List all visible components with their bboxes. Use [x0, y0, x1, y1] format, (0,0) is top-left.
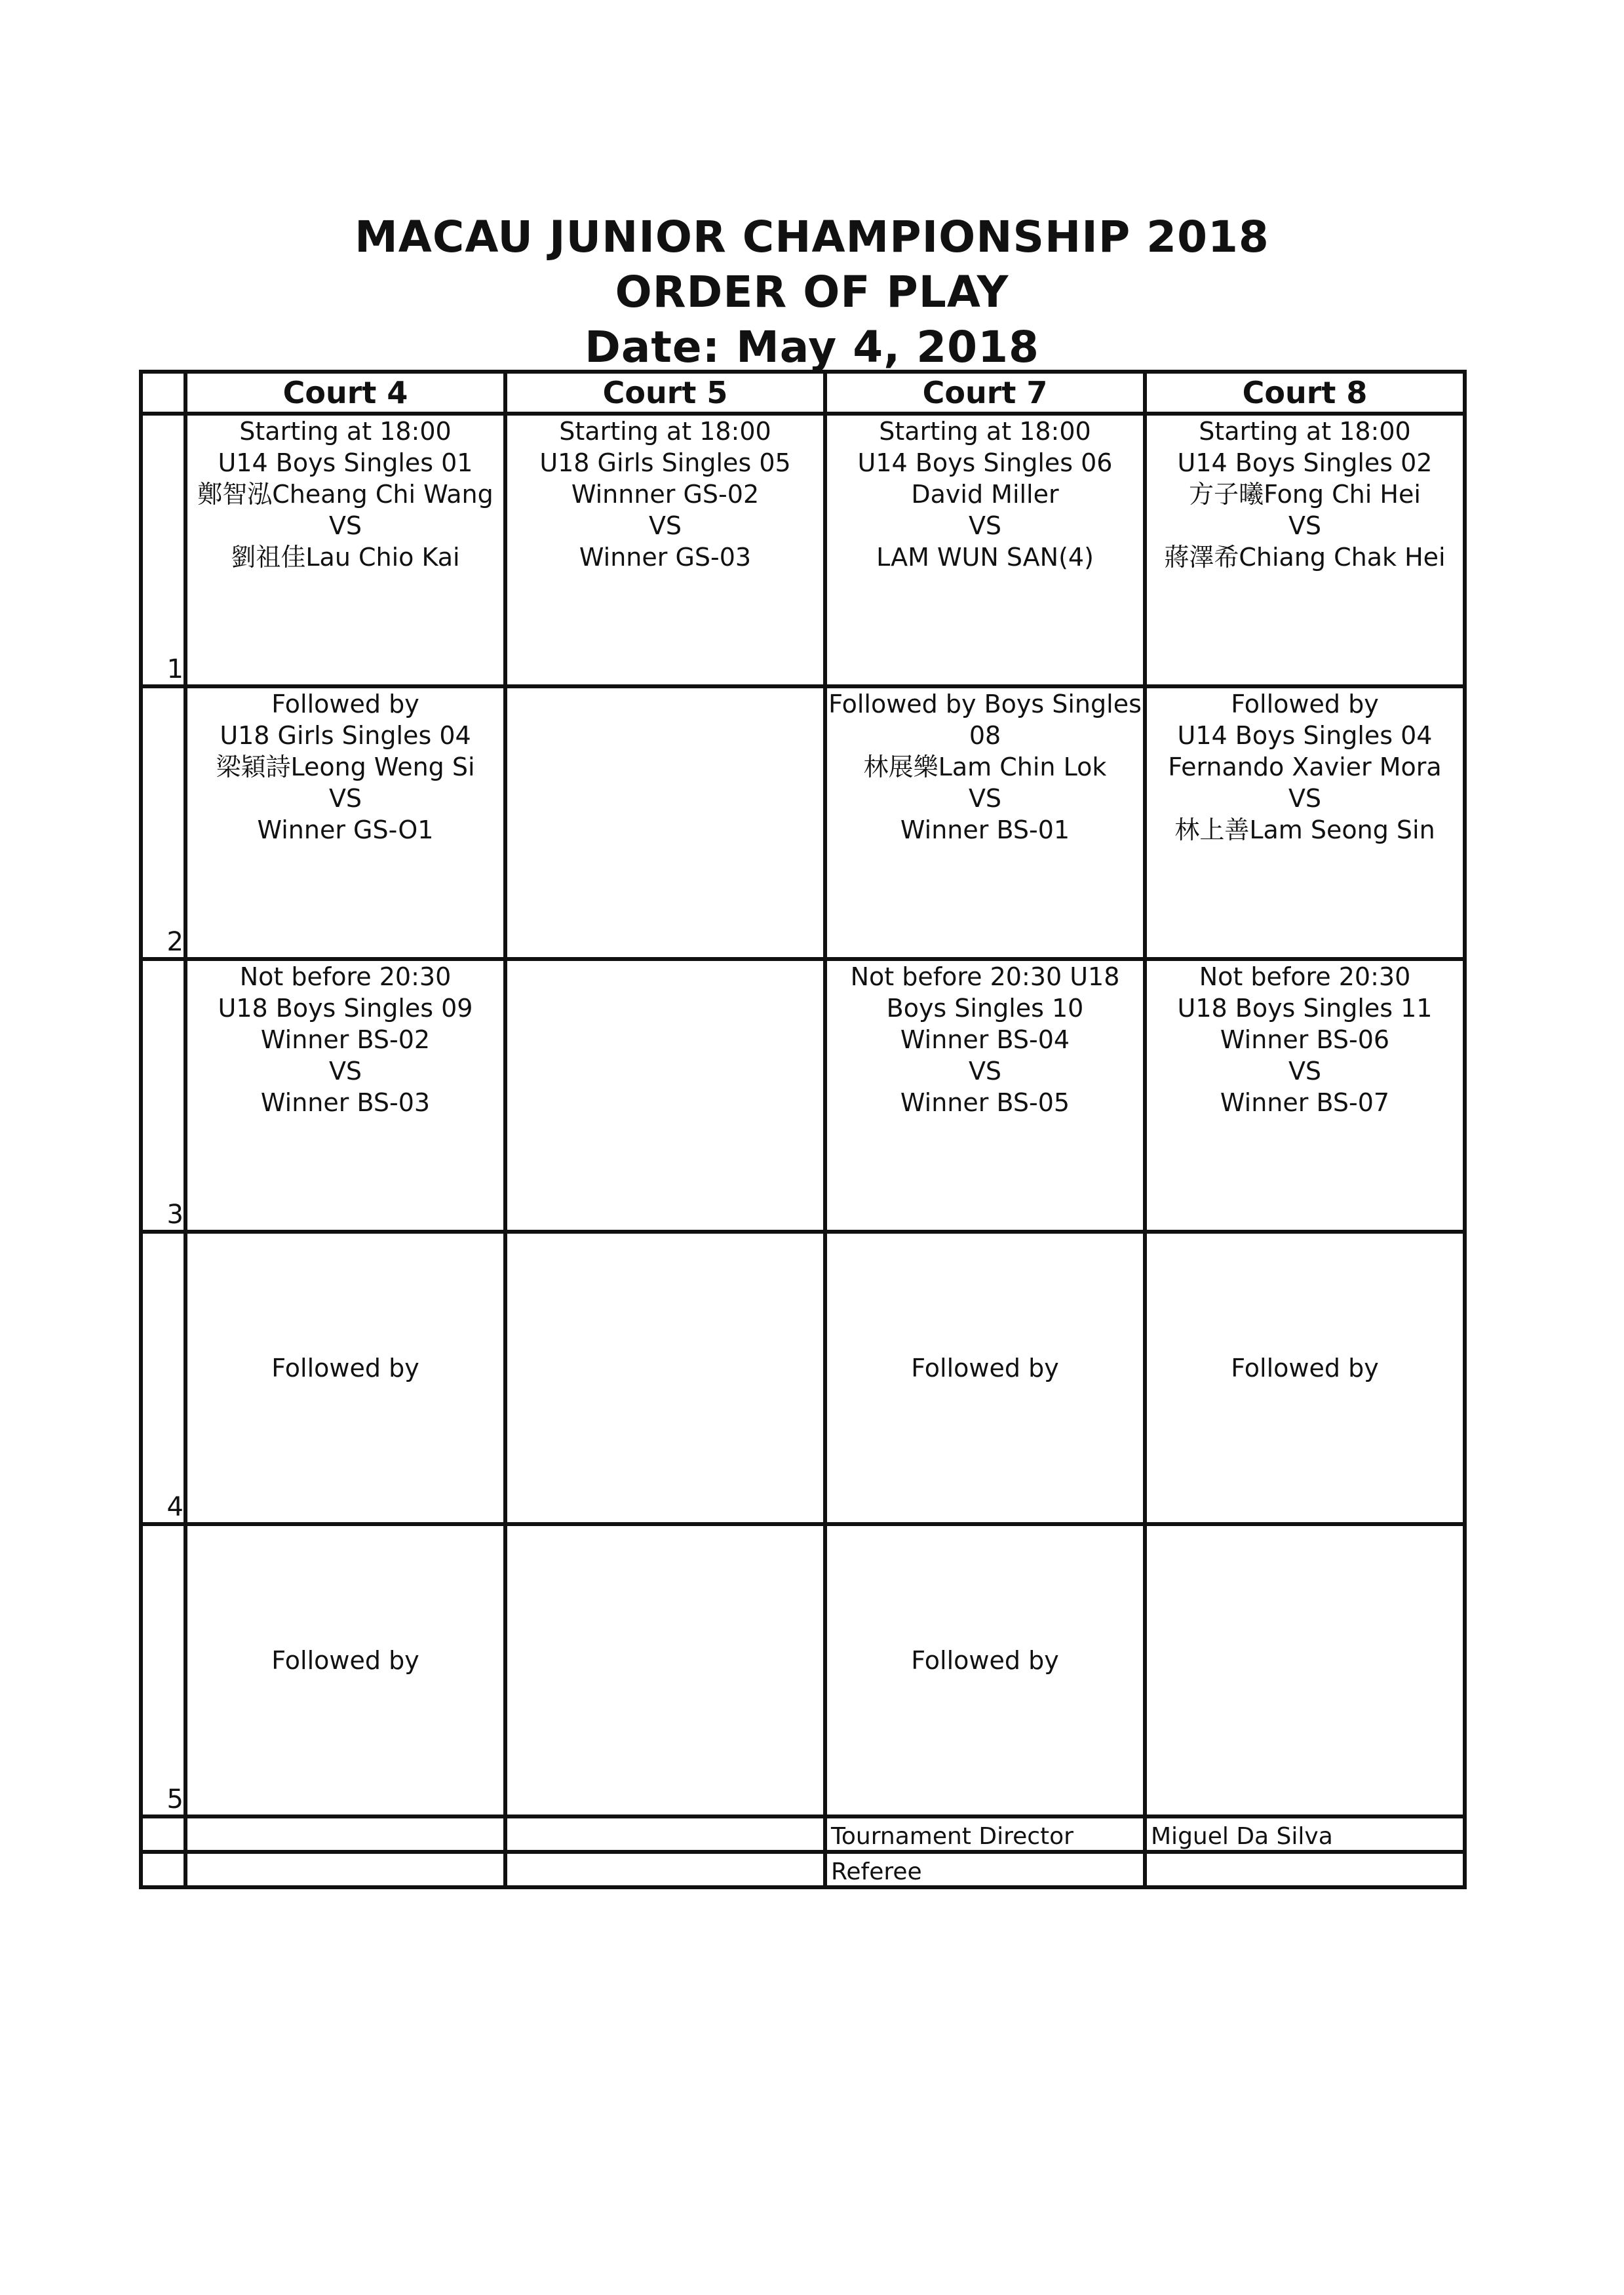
match-text-line: 林展樂Lam Chin Lok — [863, 753, 1107, 781]
page-title: MACAU JUNIOR CHAMPIONSHIP 2018 — [355, 212, 1269, 262]
index-header-cell — [141, 372, 185, 414]
match-text-line: U14 Boys Singles 02 — [1177, 448, 1433, 477]
signature-row-director — [141, 1816, 1465, 1852]
signature-index-cell — [141, 1816, 185, 1852]
order-of-play-table — [139, 370, 1467, 1889]
document-header — [0, 210, 1624, 375]
match-text-line: U14 Boys Singles 04 — [1177, 721, 1433, 750]
match-cell — [185, 1524, 505, 1816]
match-text-line: VS — [968, 1057, 1002, 1086]
match-cell — [1145, 959, 1465, 1232]
schedule-date: Date: May 4, 2018 — [585, 322, 1039, 372]
match-text-line: 劉祖佳Lau Chio Kai — [231, 543, 460, 572]
match-text-line: Winner GS-O1 — [257, 815, 434, 844]
referee-label: Referee — [825, 1852, 1145, 1887]
match-text-line: Starting at 18:00 — [559, 417, 771, 446]
match-text-line: Winner BS-06 — [1220, 1025, 1390, 1054]
director-label: Tournament Director — [825, 1816, 1145, 1852]
match-cell — [825, 959, 1145, 1232]
match-text-line: Winner BS-02 — [260, 1025, 431, 1054]
match-text-line: VS — [328, 511, 362, 540]
match-text-line: U18 Boys Singles 11 — [1177, 994, 1433, 1023]
match-text-line: 08 — [969, 721, 1001, 750]
match-text-line: U18 Girls Singles 04 — [220, 721, 471, 750]
match-cell — [1145, 414, 1465, 686]
match-text-line: 蔣澤希Chiang Chak Hei — [1164, 543, 1446, 572]
match-cell — [185, 686, 505, 959]
match-text-line: 梁穎詩Leong Weng Si — [216, 753, 475, 781]
match-text-line: Winner BS-05 — [900, 1088, 1070, 1117]
match-text-line: David Miller — [911, 480, 1059, 509]
match-cell — [1145, 686, 1465, 959]
match-cell — [825, 414, 1145, 686]
match-cell — [185, 414, 505, 686]
signature-blank-cell — [505, 1816, 825, 1852]
match-text-line: VS — [1288, 511, 1322, 540]
time-slot-row — [141, 686, 1465, 959]
empty-match-cell — [1145, 1524, 1465, 1816]
match-text-line: Starting at 18:00 — [239, 417, 452, 446]
court-header: Court 5 — [505, 372, 825, 414]
match-text-line: Followed by — [271, 1354, 419, 1383]
match-text-line: Winner BS-04 — [900, 1025, 1070, 1054]
empty-match-cell — [505, 686, 825, 959]
match-text-line: Followed by — [1231, 1354, 1379, 1383]
signature-blank-cell — [185, 1852, 505, 1887]
match-text-line: Followed by Boys Singles — [828, 690, 1142, 718]
court-header: Court 8 — [1145, 372, 1465, 414]
match-text-line: Followed by — [1231, 690, 1379, 718]
match-text-line: VS — [1288, 1057, 1322, 1086]
time-slot-row — [141, 959, 1465, 1232]
match-cell — [185, 1232, 505, 1524]
match-cell — [505, 414, 825, 686]
referee-name — [1145, 1852, 1465, 1887]
match-text-line: VS — [328, 784, 362, 813]
match-text-line: Winner BS-03 — [260, 1088, 431, 1117]
signature-blank-cell — [505, 1852, 825, 1887]
match-text-line: Winner GS-03 — [579, 543, 752, 572]
match-text-line: Followed by — [911, 1646, 1059, 1675]
match-text-line: Not before 20:30 — [1199, 962, 1411, 991]
match-text-line: Winner BS-01 — [900, 815, 1070, 844]
slot-number: 1 — [141, 414, 185, 686]
match-text-line: U14 Boys Singles 01 — [218, 448, 473, 477]
empty-match-cell — [505, 1232, 825, 1524]
match-text-line: VS — [968, 784, 1002, 813]
court-header: Court 7 — [825, 372, 1145, 414]
time-slot-row — [141, 1524, 1465, 1816]
match-text-line: Not before 20:30 — [239, 962, 452, 991]
match-text-line: 方子曦Fong Chi Hei — [1189, 480, 1421, 509]
match-cell — [825, 1524, 1145, 1816]
page-subtitle: ORDER OF PLAY — [615, 267, 1009, 317]
match-text-line: 鄭智泓Cheang Chi Wang — [197, 480, 493, 509]
time-slot-row — [141, 1232, 1465, 1524]
match-text-line: Boys Singles 10 — [886, 994, 1084, 1023]
signature-row-referee — [141, 1852, 1465, 1887]
empty-match-cell — [505, 959, 825, 1232]
match-text-line: U14 Boys Singles 06 — [857, 448, 1113, 477]
match-text-line: Followed by — [271, 690, 419, 718]
match-text-line: U18 Boys Singles 09 — [218, 994, 473, 1023]
match-text-line: Followed by — [271, 1646, 419, 1675]
match-text-line: Fernando Xavier Mora — [1168, 753, 1442, 781]
empty-match-cell — [505, 1524, 825, 1816]
match-text-line: LAM WUN SAN(4) — [876, 543, 1094, 572]
match-text-line: VS — [1288, 784, 1322, 813]
match-text-line: Starting at 18:00 — [1199, 417, 1411, 446]
match-text-line: Winnner GS-02 — [571, 480, 760, 509]
match-text-line: Starting at 18:00 — [879, 417, 1091, 446]
match-cell — [825, 1232, 1145, 1524]
time-slot-row — [141, 414, 1465, 686]
match-text-line: VS — [648, 511, 682, 540]
slot-number: 2 — [141, 686, 185, 959]
slot-number: 4 — [141, 1232, 185, 1524]
match-text-line: U18 Girls Singles 05 — [539, 448, 791, 477]
court-header: Court 4 — [185, 372, 505, 414]
match-text-line: Winner BS-07 — [1220, 1088, 1390, 1117]
match-text-line: VS — [968, 511, 1002, 540]
court-header-row — [141, 372, 1465, 414]
match-text-line: 林上善Lam Seong Sin — [1174, 815, 1435, 844]
director-name: Miguel Da Silva — [1145, 1816, 1465, 1852]
match-cell — [1145, 1232, 1465, 1524]
match-text-line: VS — [328, 1057, 362, 1086]
signature-blank-cell — [185, 1816, 505, 1852]
match-cell — [825, 686, 1145, 959]
slot-number: 3 — [141, 959, 185, 1232]
match-text-line: Followed by — [911, 1354, 1059, 1383]
match-cell — [185, 959, 505, 1232]
signature-index-cell — [141, 1852, 185, 1887]
slot-number: 5 — [141, 1524, 185, 1816]
match-text-line: Not before 20:30 U18 — [850, 962, 1120, 991]
